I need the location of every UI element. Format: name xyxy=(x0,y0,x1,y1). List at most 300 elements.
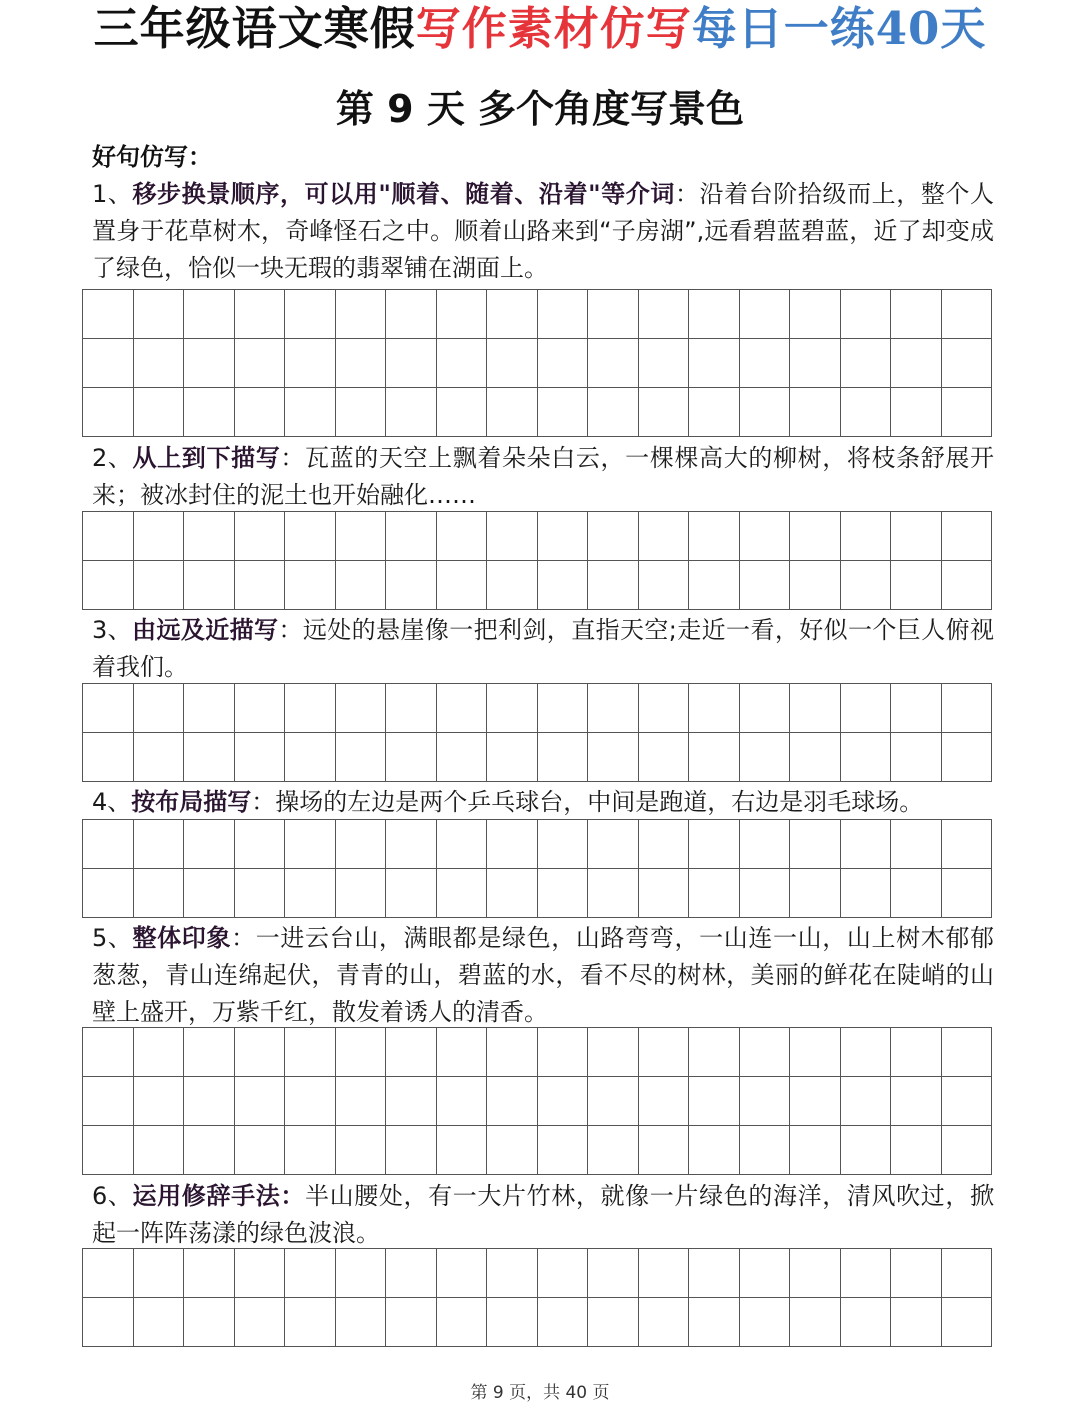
grid-row xyxy=(83,561,992,610)
grid-cell[interactable] xyxy=(184,869,235,918)
grid-cell[interactable] xyxy=(638,733,689,782)
grid-cell[interactable] xyxy=(638,512,689,561)
grid-cell[interactable] xyxy=(739,869,790,918)
grid-cell[interactable] xyxy=(436,1249,487,1298)
exercise-number: 3、 xyxy=(92,616,133,644)
grid-cell[interactable] xyxy=(386,290,437,339)
grid-cell[interactable] xyxy=(790,561,841,610)
grid-cell[interactable] xyxy=(285,388,336,437)
grid-cell[interactable] xyxy=(386,561,437,610)
grid-cell[interactable] xyxy=(436,1126,487,1175)
writing-grid-2[interactable] xyxy=(82,511,992,610)
exercise-body: 沿着台阶拾级而上，整个人置身于花草树木，奇峰怪石之中。顺着山路来到“子房湖”,远看碧蓝碧蓝，近了却变成了绿色，恰似一块无瑕的翡翠铺在湖面上。 xyxy=(92,180,994,282)
grid-cell[interactable] xyxy=(638,339,689,388)
grid-cell[interactable] xyxy=(537,1298,588,1347)
grid-cell[interactable] xyxy=(941,684,992,733)
grid-row xyxy=(83,1298,992,1347)
grid-cell[interactable] xyxy=(285,1249,336,1298)
grid-cell[interactable] xyxy=(588,869,639,918)
grid-cell[interactable] xyxy=(689,339,740,388)
grid-cell[interactable] xyxy=(840,388,891,437)
grid-cell[interactable] xyxy=(588,561,639,610)
grid-cell[interactable] xyxy=(588,290,639,339)
exercise-2-text xyxy=(92,440,994,514)
grid-cell[interactable] xyxy=(739,820,790,869)
exercise-heading: 运用修辞手法： xyxy=(132,1182,305,1210)
grid-cell[interactable] xyxy=(739,1249,790,1298)
grid-cell[interactable] xyxy=(386,869,437,918)
grid-cell[interactable] xyxy=(840,290,891,339)
grid-cell[interactable] xyxy=(133,339,184,388)
grid-cell[interactable] xyxy=(689,388,740,437)
grid-cell[interactable] xyxy=(537,869,588,918)
grid-cell[interactable] xyxy=(133,1077,184,1126)
grid-cell[interactable] xyxy=(739,1028,790,1077)
grid-cell[interactable] xyxy=(386,339,437,388)
grid-cell[interactable] xyxy=(891,1077,942,1126)
grid-cell[interactable] xyxy=(739,388,790,437)
grid-cell[interactable] xyxy=(689,290,740,339)
grid-cell[interactable] xyxy=(83,1028,134,1077)
grid-cell[interactable] xyxy=(941,339,992,388)
section-label: 好句仿写： xyxy=(92,143,212,171)
grid-cell[interactable] xyxy=(335,290,386,339)
grid-cell[interactable] xyxy=(941,1028,992,1077)
grid-cell[interactable] xyxy=(234,561,285,610)
grid-cell[interactable] xyxy=(941,1077,992,1126)
grid-cell[interactable] xyxy=(638,1249,689,1298)
page-footer: 第 9 页，共 40 页 xyxy=(470,1383,610,1403)
grid-cell[interactable] xyxy=(487,512,538,561)
grid-cell[interactable] xyxy=(83,684,134,733)
grid-cell[interactable] xyxy=(83,290,134,339)
grid-cell[interactable] xyxy=(335,388,386,437)
grid-cell[interactable] xyxy=(234,339,285,388)
grid-cell[interactable] xyxy=(891,1126,942,1175)
grid-cell[interactable] xyxy=(133,869,184,918)
grid-row xyxy=(83,1028,992,1077)
grid-cell[interactable] xyxy=(487,388,538,437)
exercise-body: 一进云台山，满眼都是绿色，山路弯弯，一山连一山，山上树木郁郁葱葱，青山连绵起伏，青青的山，碧蓝的水，看不尽的树林，美丽的鲜花在陡峭的山壁上盛开，万紫千红，散发着诱人的清香。 xyxy=(92,924,995,1026)
grid-cell[interactable] xyxy=(840,1028,891,1077)
grid-cell[interactable] xyxy=(638,1028,689,1077)
grid-cell[interactable] xyxy=(335,339,386,388)
grid-cell[interactable] xyxy=(638,1298,689,1347)
writing-grid-1[interactable] xyxy=(82,289,992,437)
grid-cell[interactable] xyxy=(335,1126,386,1175)
grid-cell[interactable] xyxy=(588,1126,639,1175)
grid-cell[interactable] xyxy=(436,820,487,869)
grid-row xyxy=(83,1077,992,1126)
writing-grid-6[interactable] xyxy=(82,1248,992,1347)
grid-cell[interactable] xyxy=(335,512,386,561)
grid-cell[interactable] xyxy=(184,1298,235,1347)
grid-cell[interactable] xyxy=(537,388,588,437)
grid-cell[interactable] xyxy=(891,512,942,561)
grid-cell[interactable] xyxy=(487,290,538,339)
grid-cell[interactable] xyxy=(386,512,437,561)
grid-cell[interactable] xyxy=(891,1028,942,1077)
grid-cell[interactable] xyxy=(739,1077,790,1126)
grid-cell[interactable] xyxy=(638,820,689,869)
grid-cell[interactable] xyxy=(537,1126,588,1175)
exercise-heading: 移步换景顺序，可以用"顺着、随着、沿着"等介词 xyxy=(132,180,675,208)
writing-grid-4[interactable] xyxy=(82,819,992,918)
exercise-number: 5、 xyxy=(92,924,133,952)
grid-cell[interactable] xyxy=(335,733,386,782)
grid-cell[interactable] xyxy=(891,1249,942,1298)
grid-cell[interactable] xyxy=(588,684,639,733)
grid-cell[interactable] xyxy=(638,684,689,733)
grid-cell[interactable] xyxy=(184,290,235,339)
exercise-6-text xyxy=(92,1178,994,1252)
grid-cell[interactable] xyxy=(487,733,538,782)
grid-cell[interactable] xyxy=(588,388,639,437)
grid-cell[interactable] xyxy=(840,733,891,782)
grid-cell[interactable] xyxy=(840,1298,891,1347)
grid-cell[interactable] xyxy=(487,869,538,918)
grid-cell[interactable] xyxy=(487,1126,538,1175)
grid-cell[interactable] xyxy=(335,684,386,733)
grid-cell[interactable] xyxy=(790,869,841,918)
grid-cell[interactable] xyxy=(83,1249,134,1298)
exercise-separator: ： xyxy=(674,180,700,208)
grid-cell[interactable] xyxy=(285,733,336,782)
grid-cell[interactable] xyxy=(790,388,841,437)
grid-cell[interactable] xyxy=(335,1077,386,1126)
grid-cell[interactable] xyxy=(537,820,588,869)
grid-cell[interactable] xyxy=(891,290,942,339)
grid-cell[interactable] xyxy=(184,1126,235,1175)
grid-cell[interactable] xyxy=(588,339,639,388)
grid-cell[interactable] xyxy=(941,1126,992,1175)
grid-cell[interactable] xyxy=(436,561,487,610)
grid-cell[interactable] xyxy=(386,1126,437,1175)
grid-cell[interactable] xyxy=(285,1298,336,1347)
grid-cell[interactable] xyxy=(83,561,134,610)
grid-row xyxy=(83,388,992,437)
grid-cell[interactable] xyxy=(436,869,487,918)
grid-cell[interactable] xyxy=(689,733,740,782)
grid-cell[interactable] xyxy=(739,290,790,339)
grid-cell[interactable] xyxy=(184,512,235,561)
grid-cell[interactable] xyxy=(285,1126,336,1175)
grid-cell[interactable] xyxy=(234,1126,285,1175)
grid-cell[interactable] xyxy=(487,1028,538,1077)
grid-cell[interactable] xyxy=(285,869,336,918)
grid-cell[interactable] xyxy=(83,339,134,388)
grid-cell[interactable] xyxy=(689,1126,740,1175)
grid-row xyxy=(83,684,992,733)
exercise-5-text xyxy=(92,920,994,1031)
grid-cell[interactable] xyxy=(335,869,386,918)
grid-cell[interactable] xyxy=(790,820,841,869)
exercise-separator: ： xyxy=(278,616,303,644)
grid-cell[interactable] xyxy=(941,1249,992,1298)
grid-cell[interactable] xyxy=(840,820,891,869)
grid-cell[interactable] xyxy=(436,1028,487,1077)
grid-cell[interactable] xyxy=(790,339,841,388)
grid-cell[interactable] xyxy=(83,512,134,561)
grid-cell[interactable] xyxy=(184,561,235,610)
grid-cell[interactable] xyxy=(941,820,992,869)
grid-cell[interactable] xyxy=(941,1298,992,1347)
grid-cell[interactable] xyxy=(739,1126,790,1175)
grid-cell[interactable] xyxy=(891,388,942,437)
grid-cell[interactable] xyxy=(83,1298,134,1347)
grid-cell[interactable] xyxy=(487,1249,538,1298)
exercise-heading: 从上到下描写 xyxy=(132,444,281,472)
grid-cell[interactable] xyxy=(588,820,639,869)
grid-cell[interactable] xyxy=(184,1077,235,1126)
grid-cell[interactable] xyxy=(133,820,184,869)
grid-cell[interactable] xyxy=(790,1028,841,1077)
grid-row xyxy=(83,820,992,869)
grid-cell[interactable] xyxy=(184,339,235,388)
grid-cell[interactable] xyxy=(537,733,588,782)
grid-cell[interactable] xyxy=(739,1298,790,1347)
grid-cell[interactable] xyxy=(739,512,790,561)
grid-cell[interactable] xyxy=(285,512,336,561)
grid-cell[interactable] xyxy=(739,561,790,610)
grid-cell[interactable] xyxy=(234,1249,285,1298)
grid-cell[interactable] xyxy=(436,388,487,437)
grid-cell[interactable] xyxy=(184,1028,235,1077)
grid-cell[interactable] xyxy=(941,290,992,339)
grid-cell[interactable] xyxy=(184,684,235,733)
grid-cell[interactable] xyxy=(386,388,437,437)
grid-cell[interactable] xyxy=(335,1298,386,1347)
grid-cell[interactable] xyxy=(790,733,841,782)
grid-cell[interactable] xyxy=(83,388,134,437)
grid-cell[interactable] xyxy=(588,1028,639,1077)
grid-cell[interactable] xyxy=(739,684,790,733)
grid-cell[interactable] xyxy=(386,1249,437,1298)
grid-cell[interactable] xyxy=(638,388,689,437)
grid-cell[interactable] xyxy=(133,388,184,437)
grid-cell[interactable] xyxy=(133,1126,184,1175)
grid-cell[interactable] xyxy=(840,1249,891,1298)
grid-cell[interactable] xyxy=(891,1298,942,1347)
grid-cell[interactable] xyxy=(234,1028,285,1077)
grid-cell[interactable] xyxy=(386,733,437,782)
grid-cell[interactable] xyxy=(891,561,942,610)
grid-cell[interactable] xyxy=(335,1249,386,1298)
grid-cell[interactable] xyxy=(386,684,437,733)
grid-cell[interactable] xyxy=(790,1077,841,1126)
grid-row xyxy=(83,1126,992,1175)
grid-cell[interactable] xyxy=(234,684,285,733)
banner-title-part-3: 每日一练40天 xyxy=(691,2,987,55)
grid-cell[interactable] xyxy=(790,1126,841,1175)
grid-cell[interactable] xyxy=(790,1298,841,1347)
grid-cell[interactable] xyxy=(234,1298,285,1347)
grid-cell[interactable] xyxy=(891,820,942,869)
grid-cell[interactable] xyxy=(184,733,235,782)
grid-cell[interactable] xyxy=(386,820,437,869)
grid-cell[interactable] xyxy=(689,1298,740,1347)
grid-cell[interactable] xyxy=(487,820,538,869)
grid-cell[interactable] xyxy=(184,820,235,869)
exercise-heading: 按布局描写 xyxy=(131,788,252,816)
grid-cell[interactable] xyxy=(436,733,487,782)
exercise-number: 4、 xyxy=(92,788,132,816)
grid-cell[interactable] xyxy=(285,561,336,610)
writing-grid-3[interactable] xyxy=(82,683,992,782)
grid-cell[interactable] xyxy=(588,1249,639,1298)
grid-cell[interactable] xyxy=(436,1298,487,1347)
grid-cell[interactable] xyxy=(588,733,639,782)
grid-cell[interactable] xyxy=(285,339,336,388)
grid-cell[interactable] xyxy=(689,1249,740,1298)
grid-cell[interactable] xyxy=(537,290,588,339)
grid-cell[interactable] xyxy=(83,869,134,918)
grid-cell[interactable] xyxy=(83,733,134,782)
grid-row xyxy=(83,869,992,918)
grid-cell[interactable] xyxy=(386,1028,437,1077)
exercise-1-text xyxy=(92,176,994,287)
exercise-number: 1、 xyxy=(92,180,133,208)
grid-cell[interactable] xyxy=(689,820,740,869)
grid-cell[interactable] xyxy=(133,290,184,339)
grid-cell[interactable] xyxy=(689,1028,740,1077)
grid-cell[interactable] xyxy=(840,869,891,918)
grid-cell[interactable] xyxy=(285,1077,336,1126)
grid-cell[interactable] xyxy=(335,1028,386,1077)
grid-cell[interactable] xyxy=(487,1298,538,1347)
grid-cell[interactable] xyxy=(638,561,689,610)
grid-cell[interactable] xyxy=(487,561,538,610)
grid-cell[interactable] xyxy=(234,290,285,339)
grid-row xyxy=(83,512,992,561)
grid-row xyxy=(83,339,992,388)
grid-cell[interactable] xyxy=(184,1249,235,1298)
grid-cell[interactable] xyxy=(638,290,689,339)
grid-cell[interactable] xyxy=(790,290,841,339)
exercise-body: 操场的左边是两个乒乓球台，中间是跑道，右边是羽毛球场。 xyxy=(275,788,924,816)
exercise-4-text xyxy=(92,784,994,821)
exercise-number: 2、 xyxy=(92,444,133,472)
grid-cell[interactable] xyxy=(537,1028,588,1077)
grid-cell[interactable] xyxy=(537,1249,588,1298)
grid-cell[interactable] xyxy=(689,869,740,918)
grid-cell[interactable] xyxy=(941,869,992,918)
grid-cell[interactable] xyxy=(184,388,235,437)
grid-cell[interactable] xyxy=(285,820,336,869)
grid-cell[interactable] xyxy=(891,339,942,388)
grid-cell[interactable] xyxy=(638,1126,689,1175)
grid-cell[interactable] xyxy=(941,388,992,437)
grid-cell[interactable] xyxy=(689,1077,740,1126)
grid-cell[interactable] xyxy=(133,684,184,733)
grid-cell[interactable] xyxy=(285,290,336,339)
grid-cell[interactable] xyxy=(436,290,487,339)
exercise-number: 6、 xyxy=(92,1182,133,1210)
grid-cell[interactable] xyxy=(790,1249,841,1298)
grid-cell[interactable] xyxy=(83,820,134,869)
grid-cell[interactable] xyxy=(941,733,992,782)
grid-cell[interactable] xyxy=(891,684,942,733)
grid-cell[interactable] xyxy=(386,1298,437,1347)
grid-cell[interactable] xyxy=(739,339,790,388)
grid-cell[interactable] xyxy=(234,820,285,869)
grid-cell[interactable] xyxy=(588,1077,639,1126)
grid-cell[interactable] xyxy=(436,684,487,733)
grid-cell[interactable] xyxy=(840,1126,891,1175)
exercise-heading: 由远及近描写 xyxy=(132,616,279,644)
grid-cell[interactable] xyxy=(537,561,588,610)
exercise-body: 瓦蓝的天空上飘着朵朵白云，一棵棵高大的柳树，将枝条舒展开来；被冰封住的泥土也开始融化…… xyxy=(92,444,995,509)
grid-cell[interactable] xyxy=(133,733,184,782)
grid-cell[interactable] xyxy=(689,512,740,561)
grid-cell[interactable] xyxy=(840,1077,891,1126)
grid-cell[interactable] xyxy=(234,869,285,918)
grid-row xyxy=(83,733,992,782)
grid-cell[interactable] xyxy=(588,1298,639,1347)
grid-cell[interactable] xyxy=(537,1077,588,1126)
grid-cell[interactable] xyxy=(133,1298,184,1347)
exercise-3-text xyxy=(92,612,994,686)
grid-cell[interactable] xyxy=(335,561,386,610)
writing-grid-5[interactable] xyxy=(82,1027,992,1175)
grid-cell[interactable] xyxy=(941,561,992,610)
grid-cell[interactable] xyxy=(234,1077,285,1126)
grid-cell[interactable] xyxy=(790,512,841,561)
grid-cell[interactable] xyxy=(234,512,285,561)
grid-cell[interactable] xyxy=(840,684,891,733)
grid-cell[interactable] xyxy=(285,1028,336,1077)
grid-cell[interactable] xyxy=(335,820,386,869)
grid-cell[interactable] xyxy=(689,684,740,733)
grid-cell[interactable] xyxy=(891,869,942,918)
banner-title-part-2: 写作素材仿写 xyxy=(415,2,692,55)
grid-cell[interactable] xyxy=(689,561,740,610)
grid-cell[interactable] xyxy=(487,1077,538,1126)
grid-cell[interactable] xyxy=(790,684,841,733)
grid-cell[interactable] xyxy=(133,1028,184,1077)
grid-cell[interactable] xyxy=(133,561,184,610)
grid-cell[interactable] xyxy=(83,1077,134,1126)
grid-cell[interactable] xyxy=(436,1077,487,1126)
grid-cell[interactable] xyxy=(840,512,891,561)
grid-cell[interactable] xyxy=(285,684,336,733)
grid-cell[interactable] xyxy=(436,512,487,561)
grid-row xyxy=(83,1249,992,1298)
grid-cell[interactable] xyxy=(487,684,538,733)
grid-cell[interactable] xyxy=(941,512,992,561)
grid-cell[interactable] xyxy=(739,733,790,782)
grid-cell[interactable] xyxy=(537,684,588,733)
exercise-body: 远处的悬崖像一把利剑，直指天空;走近一看，好似一个巨人俯视着我们。 xyxy=(92,616,994,681)
grid-cell[interactable] xyxy=(840,339,891,388)
grid-cell[interactable] xyxy=(386,1077,437,1126)
grid-cell[interactable] xyxy=(891,733,942,782)
grid-cell[interactable] xyxy=(234,733,285,782)
grid-cell[interactable] xyxy=(638,869,689,918)
grid-cell[interactable] xyxy=(83,1126,134,1175)
exercise-heading: 整体印象 xyxy=(132,924,232,952)
grid-cell[interactable] xyxy=(537,512,588,561)
grid-cell[interactable] xyxy=(588,512,639,561)
grid-cell[interactable] xyxy=(234,388,285,437)
grid-cell[interactable] xyxy=(537,339,588,388)
grid-cell[interactable] xyxy=(638,1077,689,1126)
grid-cell[interactable] xyxy=(133,512,184,561)
grid-cell[interactable] xyxy=(436,339,487,388)
grid-cell[interactable] xyxy=(840,561,891,610)
grid-cell[interactable] xyxy=(487,339,538,388)
grid-cell[interactable] xyxy=(133,1249,184,1298)
